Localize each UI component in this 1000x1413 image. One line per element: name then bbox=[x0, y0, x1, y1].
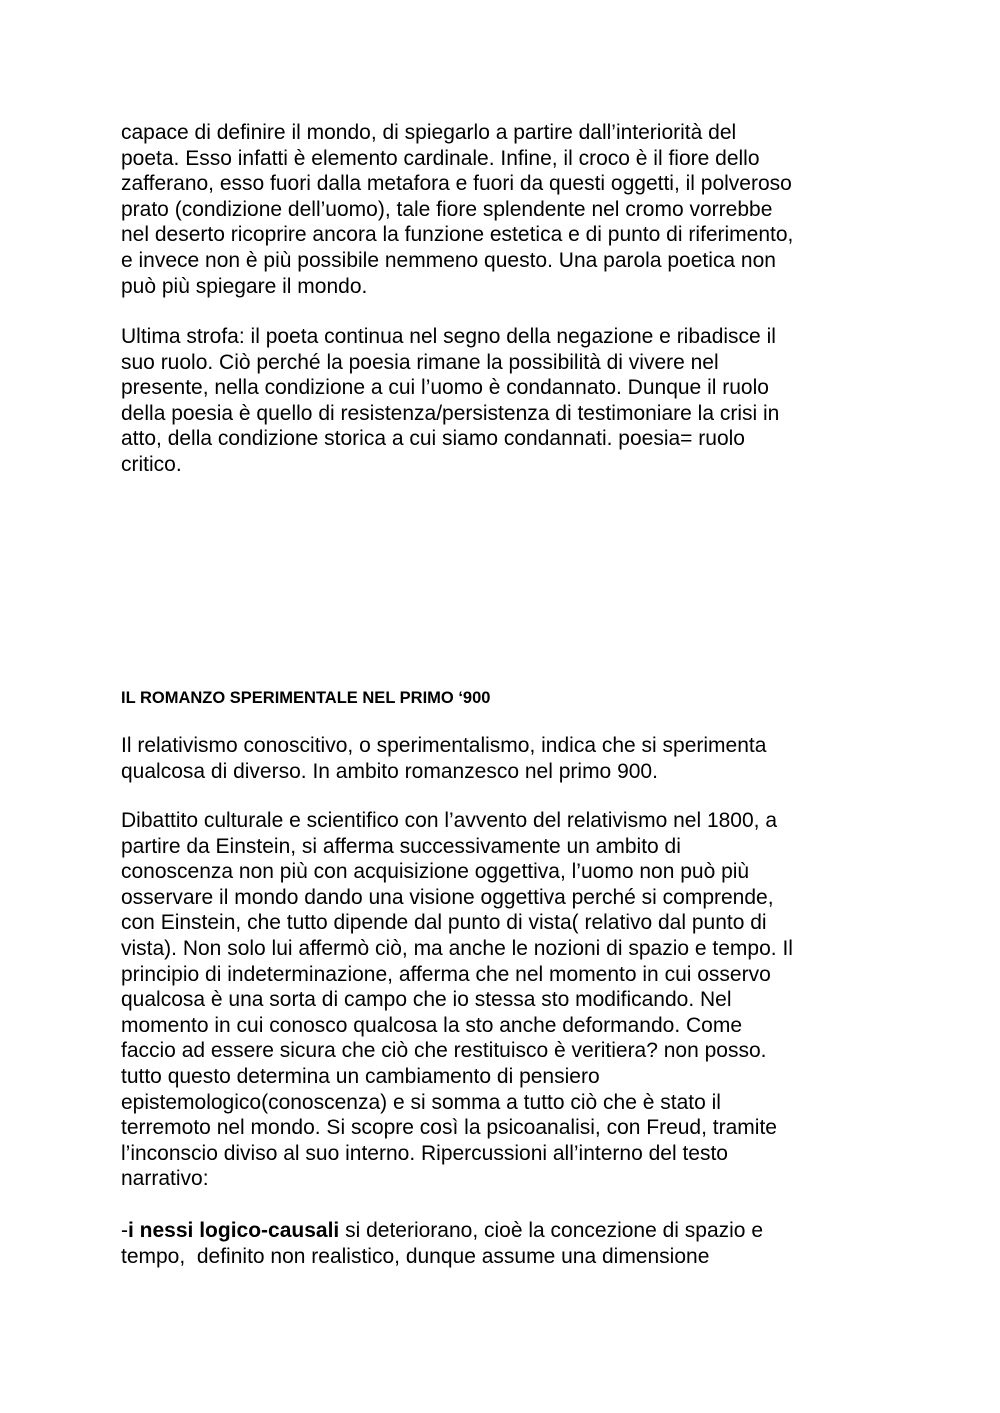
text-line: Dibattito culturale e scientifico con l’avvento del relativismo nel 1800, a bbox=[121, 809, 778, 832]
text-line: l’inconscio diviso al suo interno. Ripercussioni all’interno del testo bbox=[121, 1141, 728, 1165]
text-line: atto, della condizione storica a cui siamo condannati. poesia= ruolo bbox=[121, 427, 745, 451]
bullet-dash: - bbox=[121, 1219, 128, 1242]
text-line: zafferano, esso fuori dalla metafora e fuori da questi oggetti, il polveroso bbox=[121, 172, 792, 196]
text-line: Il relativismo conoscitivo, o sperimentalismo, indica che si sperimenta bbox=[121, 734, 767, 757]
text-line: poeta. Esso infatti è elemento cardinale. Infine, il croco è il fiore dello bbox=[121, 146, 760, 170]
text-line: momento in cui conosco qualcosa la sto anche deformando. Come bbox=[121, 1013, 743, 1037]
text-line: conoscenza non più con acquisizione oggettiva, l’uomo non può più bbox=[121, 860, 750, 884]
paragraph-ultima-strofa bbox=[121, 324, 891, 478]
text-line: e invece non è più possibile nemmeno questo. Una parola poetica non bbox=[121, 248, 776, 272]
text-line: tempo, definito non realistico, dunque assume una dimensione bbox=[121, 1244, 710, 1268]
section-heading: IL ROMANZO SPERIMENTALE NEL PRIMO ‘900 bbox=[121, 689, 491, 707]
text-line: partire da Einstein, si afferma successivamente un ambito di bbox=[121, 834, 681, 858]
paragraph-dibattito bbox=[121, 808, 891, 1192]
text-line: osservare il mondo dando una visione oggettiva perché si comprende, bbox=[121, 885, 774, 909]
text-line: capace di definire il mondo, di spiegarlo a partire dall’interiorità del bbox=[121, 121, 737, 144]
text-line: qualcosa di diverso. In ambito romanzesco nel primo 900. bbox=[121, 759, 658, 783]
text-line: suo ruolo. Ciò perché la poesia rimane la possibilità di vivere nel bbox=[121, 350, 719, 374]
text-line: presente, nella condizione a cui l’uomo è condannato. Dunque il ruolo bbox=[121, 376, 769, 400]
text-line: terremoto nel mondo. Si scopre così la psicoanalisi, con Freud, tramite bbox=[121, 1116, 777, 1140]
text-line: narrativo: bbox=[121, 1167, 209, 1191]
text-line bbox=[121, 1218, 891, 1244]
bold-term: i nessi logico-causali bbox=[128, 1219, 340, 1242]
paragraph-relativismo bbox=[121, 733, 891, 784]
paragraph-croco bbox=[121, 120, 891, 299]
text-line: faccio ad essere sicura che ciò che restituisco è veritiera? non posso. bbox=[121, 1039, 767, 1063]
text-line: può più spiegare il mondo. bbox=[121, 274, 368, 298]
text-line: prato (condizione dell’uomo), tale fiore splendente nel cromo vorrebbe bbox=[121, 197, 773, 221]
text-line: vista). Non solo lui affermò ciò, ma anche le nozioni di spazio e tempo. Il bbox=[121, 936, 793, 960]
text-line: della poesia è quello di resistenza/persistenza di testimoniare la crisi in bbox=[121, 401, 780, 425]
text-line: Ultima strofa: il poeta continua nel segno della negazione e ribadisce il bbox=[121, 325, 776, 348]
text-line: principio di indeterminazione, afferma che nel momento in cui osservo bbox=[121, 962, 771, 986]
text-line: epistemologico(conoscenza) e si somma a tutto ciò che è stato il bbox=[121, 1090, 721, 1114]
text-line: critico. bbox=[121, 452, 182, 476]
text-line: con Einstein, che tutto dipende dal punto di vista( relativo dal punto di bbox=[121, 911, 767, 935]
paragraph-nessi bbox=[121, 1218, 891, 1269]
text-fragment: si deteriorano, cioè la concezione di spazio e bbox=[339, 1219, 764, 1242]
text-line: tutto questo determina un cambiamento di pensiero bbox=[121, 1064, 600, 1088]
text-line: qualcosa è una sorta di campo che io stessa sto modificando. Nel bbox=[121, 988, 732, 1012]
text-line: nel deserto ricoprire ancora la funzione estetica e di punto di riferimento, bbox=[121, 223, 794, 247]
